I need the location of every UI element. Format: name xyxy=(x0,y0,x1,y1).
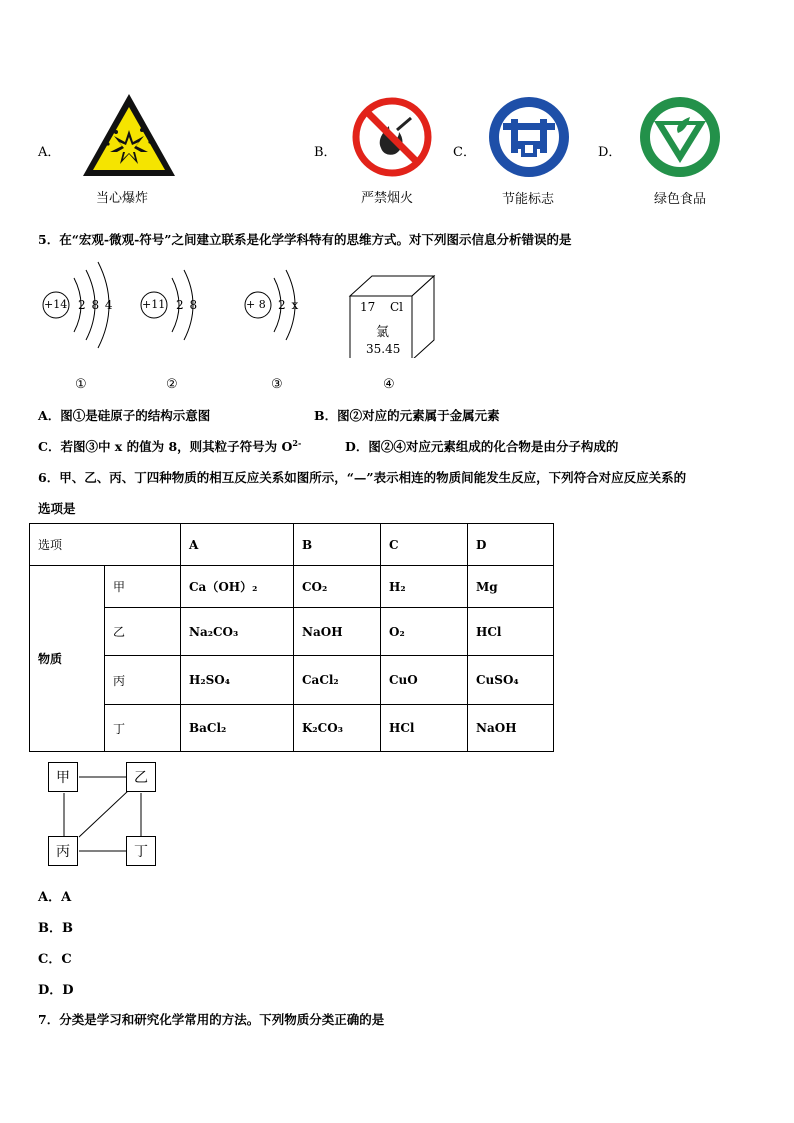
element-symbol: Cl xyxy=(390,300,404,314)
cell: BaCl₂ xyxy=(181,705,294,752)
q5-option-c: C．若图③中 x 的值为 8，则其粒子符号为 $O^{2-}$ xyxy=(38,437,302,454)
caption-no-fire: 严禁烟火 xyxy=(361,191,414,206)
row-label-ding: 丁 xyxy=(105,705,181,752)
q6-stem-line1: 6．甲、乙、丙、丁四种物质的相互反应关系如图所示，“—”表示相连的物质间能发生反应，下列符合对应反应关系的 xyxy=(38,470,687,485)
q7-stem: 7．分类是学习和研究化学常用的方法。下列物质分类正确的是 xyxy=(38,1012,385,1027)
element-name: 氯 xyxy=(376,325,390,340)
q5-option-a: A．图①是硅原子的结构示意图 xyxy=(38,408,211,423)
cell: HCl xyxy=(381,705,468,752)
cell: NaOH xyxy=(294,608,381,656)
label-3: ③ xyxy=(271,377,283,392)
label-4: ④ xyxy=(383,377,395,392)
caption-energy-saving: 节能标志 xyxy=(502,192,555,207)
node-yi: 乙 xyxy=(126,762,156,792)
header-d: D xyxy=(468,524,554,566)
cell: K₂CO₃ xyxy=(294,705,381,752)
q6-answer-b: B．B xyxy=(38,921,73,936)
no-fire-icon xyxy=(351,96,433,178)
atom2-nucleus: +11 xyxy=(142,298,166,311)
cell: CO₂ xyxy=(294,566,381,608)
q5-option-d: D．图②④对应元素组成的化合物是由分子构成的 xyxy=(345,439,619,454)
cell: CuO xyxy=(381,656,468,705)
caption-explosion: 当心爆炸 xyxy=(96,191,149,206)
header-b: B xyxy=(294,524,381,566)
green-food-icon xyxy=(638,95,722,179)
label-2: ② xyxy=(166,377,178,392)
option-d-letter: D． xyxy=(598,145,622,160)
atom2-shells: 2 8 xyxy=(176,298,198,312)
q5-option-b: B．图②对应的元素属于金属元素 xyxy=(314,408,500,423)
node-bing: 丙 xyxy=(48,836,78,866)
label-1: ① xyxy=(75,377,87,392)
cell: CaCl₂ xyxy=(294,656,381,705)
cell: NaOH xyxy=(468,705,554,752)
element-number: 17 xyxy=(360,300,376,314)
cell: Mg xyxy=(468,566,554,608)
cell: HCl xyxy=(468,608,554,656)
row-label-bing: 丙 xyxy=(105,656,181,705)
cell: O₂ xyxy=(381,608,468,656)
q6-table xyxy=(29,523,554,752)
cell: H₂ xyxy=(381,566,468,608)
element-mass: 35.45 xyxy=(366,342,401,356)
cell: Na₂CO₃ xyxy=(181,608,294,656)
header-a: A xyxy=(181,524,294,566)
q6-answer-a: A．A xyxy=(38,890,72,905)
atom1-nucleus: +14 xyxy=(44,298,68,311)
q6-answer-c: C．C xyxy=(38,952,72,967)
explosion-warning-icon xyxy=(80,90,178,182)
group-label: 物质 xyxy=(30,566,105,752)
option-c-letter: C． xyxy=(453,145,476,160)
cell: Ca（OH）₂ xyxy=(181,566,294,608)
header-c: C xyxy=(381,524,468,566)
q6-answer-d: D．D xyxy=(38,983,74,998)
energy-saving-icon xyxy=(487,95,571,179)
q6-stem-line2: 选项是 xyxy=(38,501,76,516)
node-jia: 甲 xyxy=(48,762,78,792)
atom3-shells: 2 x xyxy=(278,298,299,312)
cell: CuSO₄ xyxy=(468,656,554,705)
row-label-yi: 乙 xyxy=(105,608,181,656)
node-ding: 丁 xyxy=(126,836,156,866)
q5-stem: 5．在“宏观-微观-符号”之间建立联系是化学学科特有的思维方式。对下列图示信息分析错误的是 xyxy=(38,232,572,247)
option-a-letter: A． xyxy=(38,145,61,160)
option-b-letter: B． xyxy=(314,145,337,160)
cell: H₂SO₄ xyxy=(181,656,294,705)
atom3-nucleus: + 8 xyxy=(246,298,266,311)
row-label-jia: 甲 xyxy=(105,566,181,608)
atom1-shells: 2 8 4 xyxy=(78,298,113,312)
header-option: 选项 xyxy=(30,524,181,566)
caption-green-food: 绿色食品 xyxy=(654,192,707,207)
